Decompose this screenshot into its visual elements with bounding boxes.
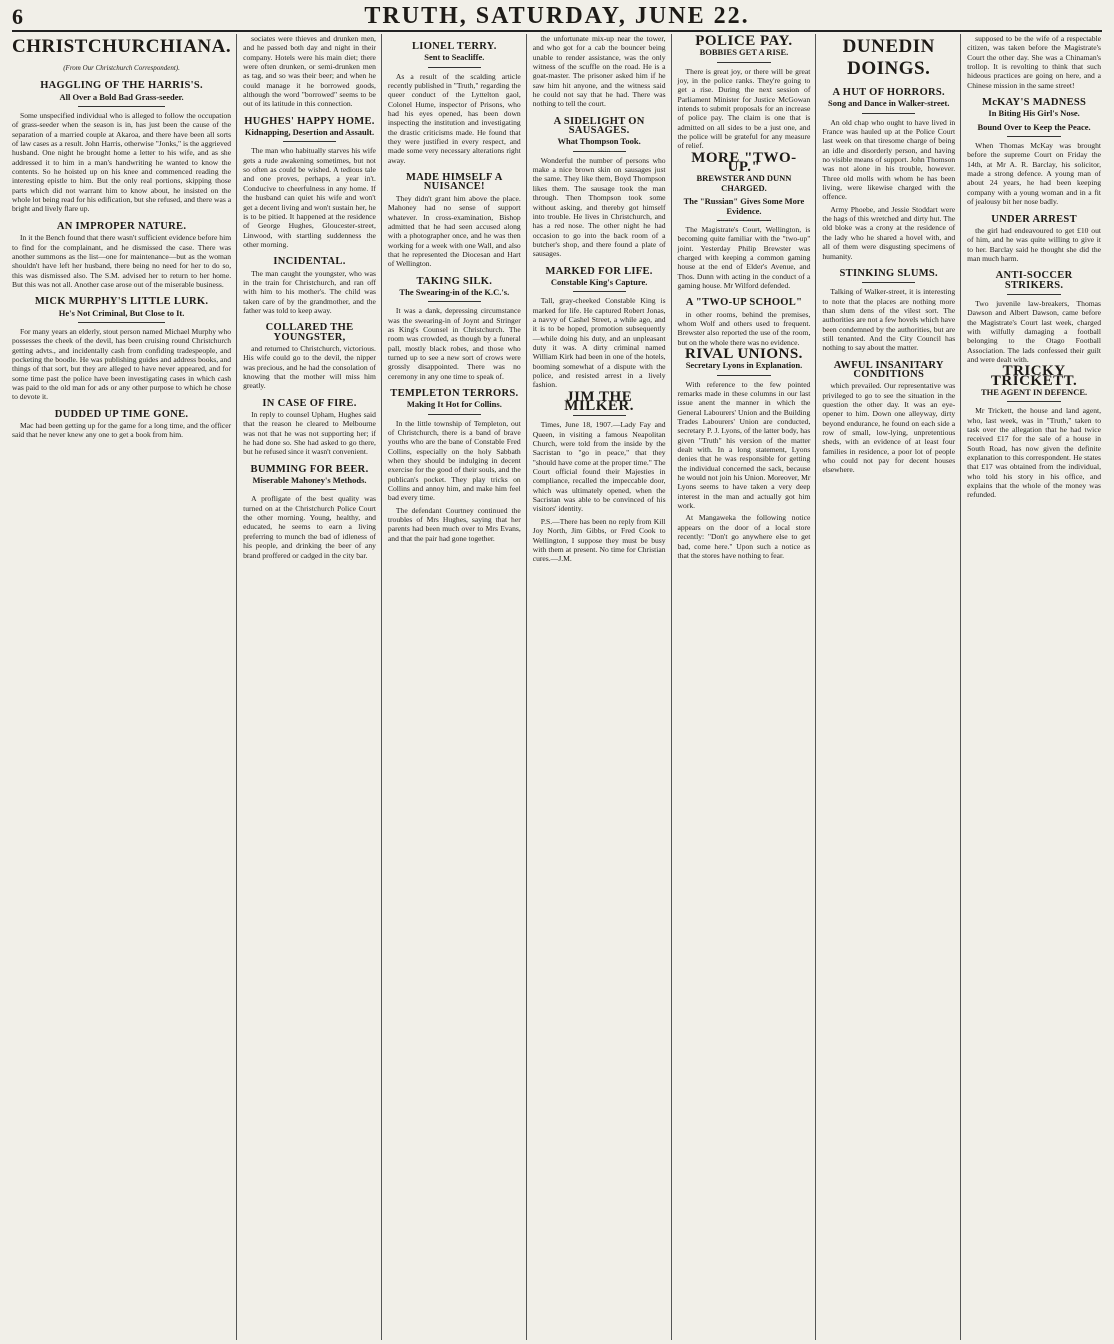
subhead-templeton: Making It Hot for Collins. — [406, 399, 502, 410]
divider — [1007, 294, 1061, 295]
paragraph: the girl had endeavoured to get £10 out of him, and he was quite willing to give it to her. Barclay said he thought she did the man much harm. — [967, 225, 1101, 263]
paragraph: In the little township of Templeton, out of Christchurch, there is a band of brave youths who are the bane of Constable Fred Collins, especially on the holy Sabbath when they should be indulging in decent exercise for the good of their souls, and the publican's pocket. They play tricks on Collins and annoy him, and make him feel bad every time. — [387, 418, 521, 503]
headline-insanitary: AWFUL INSANITARY CONDITIONS — [833, 359, 944, 380]
paragraph: In reply to counsel Upham, Hughes said that the reason he cleared to Melbourne was not that he was not supporting her; if he had done so. She had asked to go there, but he refused since it wasn't convenient. — [243, 410, 376, 457]
paragraph: A profligate of the best quality was turned on at the Christchurch Police Court the other morning. Young, healthy, and educated, he seems to earn a living preferring to munch the bad of idleness of his people, and drinking the beer of any brand proffered or cadged in the city bar. — [243, 494, 376, 560]
headline-mckay: McKAY'S MADNESS — [982, 97, 1087, 109]
headline-dudded: DUDDED UP TIME GONE. — [54, 408, 189, 420]
divider — [1007, 401, 1061, 402]
subhead-rival-unions: Secretary Lyons in Explanation. — [685, 360, 803, 371]
subhead-haggling: All Over a Bold Bad Grass-seeder. — [59, 91, 184, 102]
headline-under-arrest: UNDER ARREST — [991, 213, 1077, 225]
headline-police-pay: POLICE PAY. — [695, 33, 793, 49]
paragraph: Mac had been getting up for the game for a long time, and the officer said that he never knew any one to get a book from him. — [12, 421, 232, 440]
subhead-mckay: In Biting His Girl's Nose. — [988, 108, 1080, 119]
subhead-sausages: What Thompson Took. — [557, 136, 641, 147]
divider — [717, 62, 770, 63]
headline-hughes: HUGHES' HAPPY HOME. — [244, 115, 375, 127]
column-3 — [388, 34, 527, 1340]
subhead-bumming: Miserable Mahoney's Methods. — [252, 475, 367, 486]
subhead-hut-of-horrors: Song and Dance in Walker-street. — [828, 98, 950, 109]
subhead-marked: Constable King's Capture. — [550, 276, 648, 287]
paragraph: and returned to Christchurch, victorious. His wife could go to the devil, the nipper was precious, and he had the consolation of knowing that the mother will miss him greatly. — [243, 343, 376, 391]
subhead-taking-silk: The Swearing-in of the K.C.'s. — [399, 286, 510, 297]
divider — [717, 375, 770, 376]
newspaper-title: TRUTH, SATURDAY, JUNE 22. — [364, 3, 750, 29]
column-7 — [967, 34, 1106, 1340]
paragraph: There is great joy, or there will be great joy, in the police ranks. They're going to get a rise. During the next session of Parliament Minister for Justice McGowan intends to submit proposals for an increase of police pay. The claim is one that is admitted on all sides to be a just one, and the police will be grateful for any measure of relief. — [677, 66, 811, 151]
paragraph: supposed to be the wife of a respectable citizen, was taken before the Magistrate's Court the other day. She was a Chinaman's trollop. It is revolting to think that such hideous practices are going on here, and a Chinese mission in the same street! — [967, 34, 1101, 90]
headline-in-case-of-fire: IN CASE OF FIRE. — [262, 397, 357, 409]
headline-collared: COLLARED THE YOUNGSTER, — [265, 322, 354, 343]
subhead-two-up: BREWSTER AND DUNN CHARGED. — [696, 173, 792, 193]
subhead-mick-murphy: He's Not Criminal, But Close to It. — [58, 307, 185, 318]
headline-anti-soccer: ANTI-SOCCER STRIKERS. — [995, 270, 1073, 291]
paragraph: Talking of Walker-street, it is interesting to note that the places are nothing more than slum dens of the vilest sort. The authorities are not a few hovels which have been condemned by the authorities, but are still tenanted. And the City Council has nothing to say about the matter. — [822, 287, 956, 353]
paragraph: Two juvenile law-breakers, Thomas Dawson and Albert Dawson, came before the Magistrate's Court last week, charged with wilfully damaging a football belonging to the Otago Football Association. The lads confessed their guilt and were dealt with. — [967, 298, 1101, 364]
paragraph: An old chap who ought to have lived in France was hauled up at the Police Court last week on that tiresome charge of being an idle and disorderly person, and having no visible means of support. John Thomson was not alone in his trouble, however. Three old molls with whom he has been living, were likewise charged with the offence. — [822, 117, 956, 202]
divider — [717, 220, 770, 221]
paragraph: P.S.—There has been no reply from Kill Joy North, Jim Gibbs, or Fred Cook to Wellington, I suppose they must be busy with them at present. No time for Christian cures.—J.M. — [532, 516, 666, 564]
divider — [1007, 136, 1061, 137]
headline-jim-the-milker: JIM THE MILKER. — [564, 388, 635, 415]
page-number: 6 — [12, 4, 23, 29]
divider — [428, 67, 481, 68]
paragraph: Times, June 18, 1907.—Lady Fay and Queen, in visiting a famous Neapolitan Church, were told from the inside by the Sacristan to "go in peace," that they "should have come at the proper time." The Court official found their Majesties in compliance, recalled the impeccable door, which was ultimately opened, when the Sacristan was able to be convinced of his visitors' identity. — [532, 420, 666, 514]
paragraph: Mr Trickett, the house and land agent, who, last week, was in "Truth," taken to task over the allegation that he had twice received £17 for the sale of a house in South Road, has now given the definite explanation to this correspondent. He states that £17 was obtained from the individual, who told his story in his office, and explains that the whole of the money was refunded. — [967, 406, 1101, 500]
paragraph: The defendant Courtney continued the troubles of Mrs Hughes, saying that her parents had been much over to Mrs Evans, and that the pair had gone together. — [387, 505, 521, 543]
paragraph: In it the Bench found that there wasn't sufficient evidence before him to find for the complainant, and he dismissed the case. There was another summons as the list—one for maintenance—but as the woman shouldn't have left her husband, there being no need for her to do so, this was dismissed also. The S.M. advised her to return to her home. But this was not all. Another case arose out of the miserable business. — [12, 233, 232, 289]
divider — [862, 282, 915, 283]
headline-sausages: A SIDELIGHT ON SAUSAGES. — [553, 115, 645, 137]
headline-templeton: TEMPLETON TERRORS. — [390, 388, 519, 399]
paragraph: Army Phoebe, and Jessie Stoddart were the hags of this wretched and dirty hut. The old bloke was a crony at the residence of the lady who he shared a hovel with, and all of them were disgusting specimens of humanity. — [822, 204, 956, 261]
divider — [78, 322, 166, 323]
subhead-lionel-terry: Sent to Seacliffe. — [424, 52, 485, 63]
divider — [428, 301, 481, 302]
subhead-hughes: Kidnapping, Desertion and Assault. — [244, 127, 375, 138]
headline-two-up: MORE "TWO-UP." — [691, 149, 797, 176]
divider — [283, 489, 336, 490]
paragraph: For many years an elderly, stout person named Michael Murphy who possesses the cheek of the devil, has been cruising round Christchurch getting advts., and incidentally cash from confiding tradespeople, and pocketing the boodle. He was publishing guides and address books, and things of that sort, but they are alleged to have never appeared, and for some time past the police have been investigating cases in which cash was paid to the old man for ads or any other purpose to which he chose to devote it. — [12, 326, 232, 402]
paragraph: sociates were thieves and drunken men, and he passed both day and night in their company. Hotels were his main diet; there were often drunken, or semi-drunken men as tag, and so was their beer; and when he could manage it he borrowed goods, although the word "borrowed" seems to be out of its latitude in this connection. — [243, 34, 376, 109]
paragraph: With reference to the few pointed remarks made in these columns in our last issue anent the manner in which the General Labourers' Union and the Building Trades Labourers' Union are conducted, secretary P. J. Lyons, of the latter body, has given "Truth" his version of the matter dealt with. In a long statement, Lyons denies that he was responsible for getting the individual concerned the sack, because he would not join his Union. Moreover, Mr Lyons seems to have taken a very deep interest in the man and actually got him work. — [677, 379, 811, 511]
column-1 — [12, 34, 237, 1340]
paragraph: Tall, gray-cheeked Constable King is marked for life. He captured Robert Jonas, a navvy of Cashel Street, a while ago, and it is to be hoped, promotion subsequently—while doing his duty, and an unpleasant duty it was. A dirty criminal named William Kirk had been in one of the hotels, booming somewhat of a dispute with the police, and resisted arrest in a lively fashion. — [532, 296, 666, 390]
divider — [573, 151, 626, 152]
subhead-agent-defence: THE AGENT IN DEFENCE. — [981, 387, 1088, 397]
headline-nuisance: MADE HIMSELF A NUISANCE! — [406, 172, 503, 193]
divider — [78, 106, 166, 107]
divider — [862, 113, 915, 114]
divider — [573, 415, 626, 416]
paragraph: The man caught the youngster, who was in the train for Christchurch, and ran off with him to his mother's. The child was taken care of by the grandmother, and the father was told to keep away. — [243, 268, 376, 315]
headline-stinking-slums: STINKING SLUMS. — [839, 267, 938, 279]
paragraph: which prevailed. Our representative was privileged to go to see the situation in the question the other day. It was an eye-opener to him. Down one alleyway, dirty beyond endurance, he found on each side a row of small, low-lying, unpretentious sheds, with an evidence of at least four families in residence, a poor lot of people who could not pay for decent houses elsewhere. — [822, 381, 956, 475]
paragraph: As a result of the scalding article recently published in "Truth," regarding the queer conduct of the Lyttelton gaol, Colonel Hume, inspector of Prisons, who had his eyes opened, has been down inspecting the institution and investigating the drastic criticisms made. He found that they were justified in every respect, and made some very necessary alterations right away. — [387, 71, 521, 165]
subhead-bound-over: Bound Over to Keep the Peace. — [977, 121, 1091, 132]
paragraph: The Magistrate's Court, Wellington, is becoming quite familiar with the "two-up" joint. Yesterday Philip Brewster was charged with keeping a common gaming house at the end of Elder's Avenue, and Thos. Dunn with acting in the conduct of a gaming house. Mr Wilford defended. — [677, 224, 811, 290]
headline-marked: MARKED FOR LIFE. — [545, 265, 653, 277]
paragraph: At Mangaweka the following notice appears on the door of a local store recently: "Don't go anywhere else to get bad, come here." Upon such a notice as that the stores have nothing to fear. — [677, 513, 811, 560]
headline-haggling: HAGGLING OF THE HARRIS'S. — [40, 80, 203, 92]
headline-rival-unions: RIVAL UNIONS. — [684, 345, 803, 362]
byline: (From Our Christchurch Correspondent). — [63, 64, 180, 72]
headline-incidental: INCIDENTAL. — [273, 256, 346, 268]
divider — [573, 291, 626, 292]
columns — [12, 34, 1106, 1340]
paragraph: in other rooms, behind the premises, whom Wolf and others used to frequent. Brewster also reported the use of the room, but on the whole there was no evidence. — [677, 309, 811, 347]
subhead-police-pay: BOBBIES GET A RISE. — [699, 47, 789, 58]
paragraph: The man who habitually starves his wife gets a rude awakening sometimes, but not so often as could be wished. A tedious tale and one proves, perhaps, a year in't. Conducive to cheerfulness in any home. If the husband can quiet his wife and won't get a decent living and won't sustain her, he is to be pitied. It happened at the residence of George Hughes, Gloucester-street, Linwood, with startling suddenness the other morning. — [243, 146, 376, 249]
column-4 — [533, 34, 672, 1340]
paragraph: When Thomas McKay was brought before the supreme Court on Friday the 14th, at Mr A. R. Barclay, his solicitor, made a strong defence. A young man of about 24 years, he had been keeping company with a young woman and in a fit of jealousy bit her nose badly. — [967, 141, 1101, 207]
headline-two-up-school: A "TWO-UP SCHOOL" — [685, 297, 803, 309]
column-6 — [822, 34, 961, 1340]
subhead-russian: The "Russian" Gives Some More Evidence. — [683, 196, 805, 216]
column-2 — [243, 34, 382, 1340]
headline-tricky-trickett: TRICKY TRICKETT. — [990, 363, 1078, 389]
section-title-dunedin-doings: DUNEDIN DOINGS. — [842, 36, 935, 79]
paragraph: Some unspecified individual who is alleged to follow the occupation of grass-seeder when the season is in, has just been the cause of the separation of a married couple at Akaroa, and there have been all sorts of law cases as a result. John Harris, otherwise "Jonks," is the aggrieved husband. One night he brought home a letter to his wife, and as she addressed it to him in a man's handwriting he wanted to know the contents. So he hoisted up on his knee and commenced reading the interesting epistle to him. But the only real portions, skipping those parts which did not warrant him to know about, he insisted on the whole lot being read for his edification, but she refused, and there was a bright and lively flare up. — [12, 111, 232, 214]
headline-mick-murphy: MICK MURPHY'S LITTLE LURK. — [34, 296, 209, 308]
paragraph: They didn't grant him above the place. Mahoney had no sense of support whatever. In cross-examination, Bishop admitted that he had seen accused along with a photographer once, and he was then working for a week with one Wall, and also that he represented the Diocesan and Hart of Wellington. — [387, 193, 521, 269]
divider — [283, 141, 336, 142]
headline-lionel-terry: LIONEL TERRY. — [412, 41, 497, 52]
headline-taking-silk: TAKING SILK. — [416, 275, 493, 287]
masthead — [12, 4, 1102, 32]
paragraph: It was a dank, depressing circumstance was the swearing-in of Joynt and Stringer as King's Counsel in Christchurch. The room was crowded, as though by a funeral pall, mostly black robes, and those who turned up to see a new sort of crows were grossly disappointed. There was no ceremony in any one time to speak of. — [387, 306, 521, 381]
headline-bumming: BUMMING FOR BEER. — [250, 463, 369, 475]
paragraph: the unfortunate mix-up near the tower, and who got for a cab the bouncer being unable to render assistance, was the only witness of the scuffle on the road. He is a goat-master. The prisoner asked him if he saw him hit anyone, and the witness said he could not say that he had. There was nothing to tell the court. — [532, 34, 666, 109]
headline-hut-of-horrors: A HUT OF HORRORS. — [832, 87, 945, 98]
paragraph: Wonderful the number of persons who make a nice brown skin on sausages just the same. They like them, Boyd Thompson likes them. The sausage took the man through. Then Thompson took some without asking, and thereby got himself into trouble. He lives in Christchurch, and has a red nose. The other night he had occasion to go into the back room of a butcher's shop, and there found a plate of sausages. — [532, 155, 666, 259]
headline-improper: AN IMPROPER NATURE. — [56, 220, 187, 232]
column-5 — [678, 34, 817, 1340]
divider — [428, 414, 481, 415]
section-title-christchurchiana: CHRISTCHURCHIANA. — [12, 36, 232, 57]
